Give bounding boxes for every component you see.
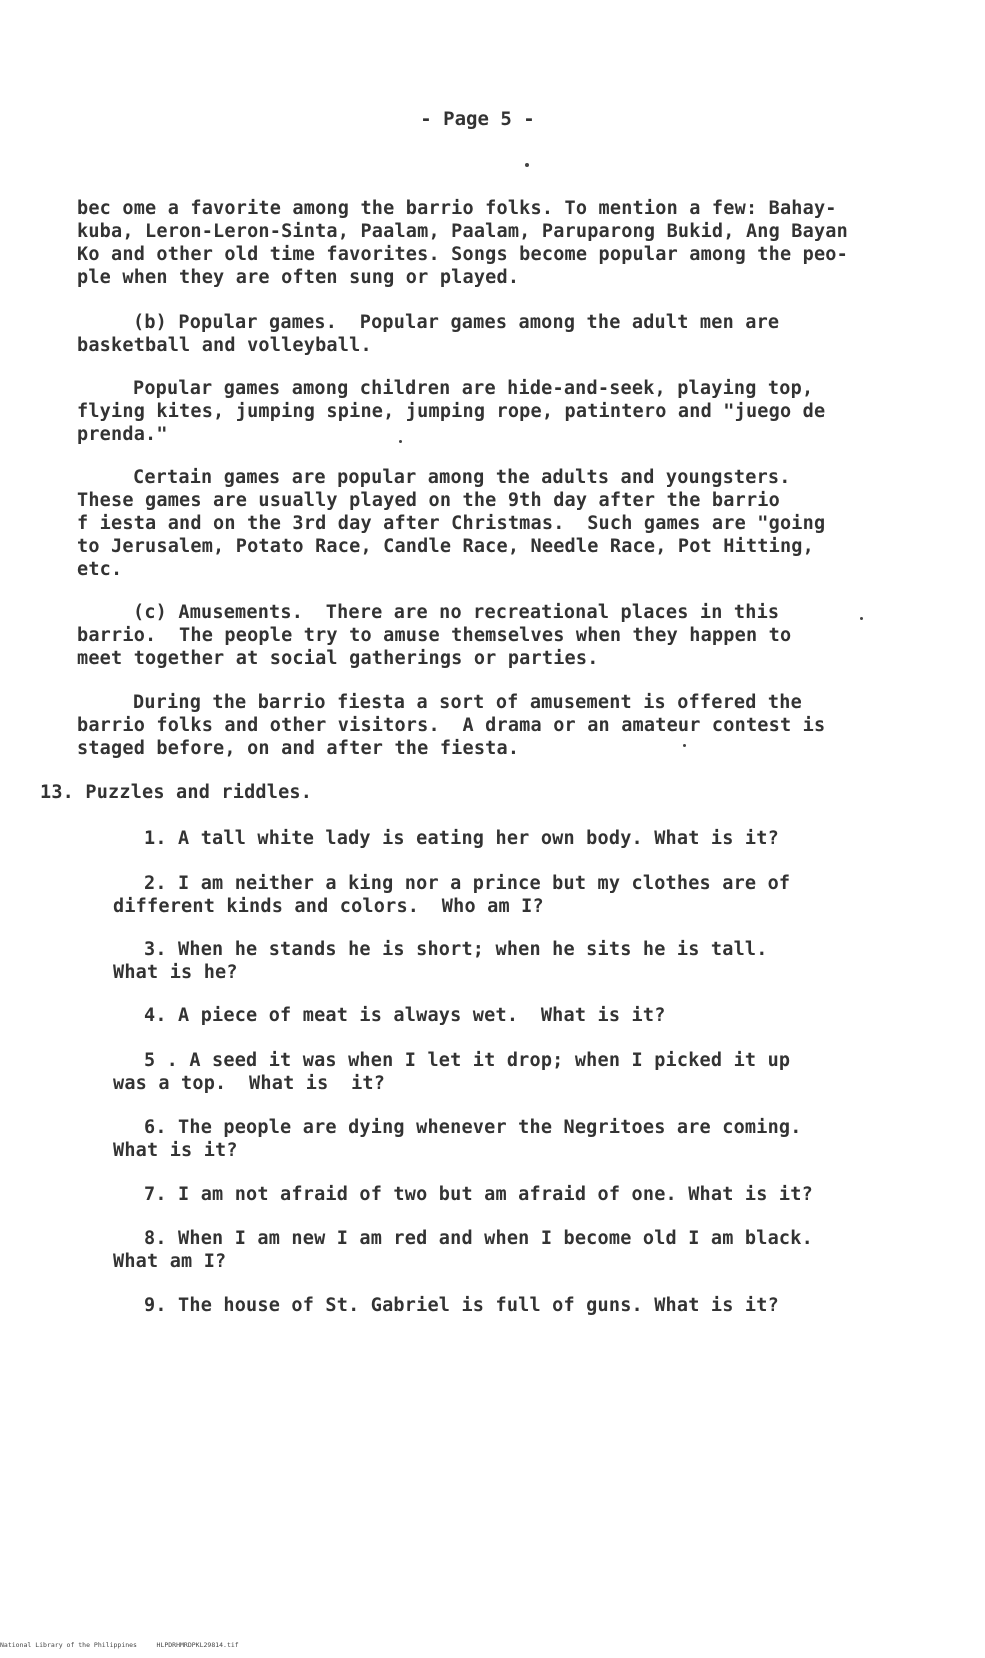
text-line: During the barrio fiesta a sort of amusement is offered the (133, 692, 802, 713)
riddle-line: 8. When I am new I am red and when I become old I am black. (144, 1228, 813, 1249)
text-line: flying kites, jumping spine, jumping rope, patintero and "juego de (77, 401, 826, 422)
text-line: prenda." (77, 424, 168, 445)
riddle-line: 5 . A seed it was when I let it drop; when I picked it up (144, 1050, 791, 1071)
scan-speck (860, 617, 863, 620)
riddle-line: What am I? (113, 1251, 227, 1272)
riddle-line: 6. The people are dying whenever the Negritoes are coming. (144, 1117, 802, 1138)
riddle-line: What is it? (113, 1140, 238, 1161)
scan-speck (399, 440, 402, 443)
text-line: to Jerusalem, Potato Race, Candle Race, Needle Race, Pot Hitting, (77, 536, 814, 557)
riddle-line: 2. I am neither a king nor a prince but my clothes are of (144, 873, 791, 894)
text-line: Certain games are popular among the adults and youngsters. (133, 467, 791, 488)
text-line: bec ome a favorite among the barrio folks. To mention a few: Bahay- (77, 198, 837, 219)
riddle-line: was a top. What is it? (113, 1073, 386, 1094)
scan-speck (683, 744, 686, 747)
riddle-line: 1. A tall white lady is eating her own body. What is it? (144, 828, 779, 849)
page-header: - Page 5 - (420, 108, 535, 130)
text-line: meet together at social gatherings or parties. (77, 648, 599, 669)
text-line: barrio. The people try to amuse themselves when they happen to (77, 625, 792, 646)
text-line: basketball and volleyball. (77, 335, 372, 356)
text-line: (b) Popular games. Popular games among the adult men are (133, 312, 780, 333)
text-line: barrio folks and other visitors. A drama or an amateur contest is (77, 715, 826, 736)
riddle-line: 7. I am not afraid of two but am afraid of one. What is it? (144, 1184, 813, 1205)
text-line: f iesta and on the 3rd day after Christmas. Such games are "going (77, 513, 826, 534)
riddle-line: different kinds and colors. Who am I? (113, 896, 544, 917)
text-line: These games are usually played on the 9th day after the barrio (77, 490, 780, 511)
text-line: etc. (77, 559, 123, 580)
text-line: Ko and other old time favorites. Songs become popular among the peo- (77, 244, 848, 265)
riddle-line: What is he? (113, 962, 238, 983)
text-line: kuba, Leron-Leron-Sinta, Paalam, Paalam, Paruparong Bukid, Ang Bayan (77, 221, 848, 242)
text-line: ple when they are often sung or played. (77, 267, 520, 288)
section-heading: 13. Puzzles and riddles. (40, 782, 313, 803)
scan-footer: National Library of the Philippines HLPDRHMRDPKL29814.tif (0, 1641, 239, 1649)
text-line: Popular games among children are hide-and-seek, playing top, (133, 378, 814, 399)
riddle-line: 4. A piece of meat is always wet. What is it? (144, 1005, 666, 1026)
text-line: (c) Amusements. There are no recreational places in this (133, 602, 780, 623)
riddle-line: 9. The house of St. Gabriel is full of guns. What is it? (144, 1295, 779, 1316)
scan-speck (525, 163, 529, 167)
text-line: staged before, on and after the fiesta. (77, 738, 520, 759)
riddle-line: 3. When he stands he is short; when he sits he is tall. (144, 939, 768, 960)
